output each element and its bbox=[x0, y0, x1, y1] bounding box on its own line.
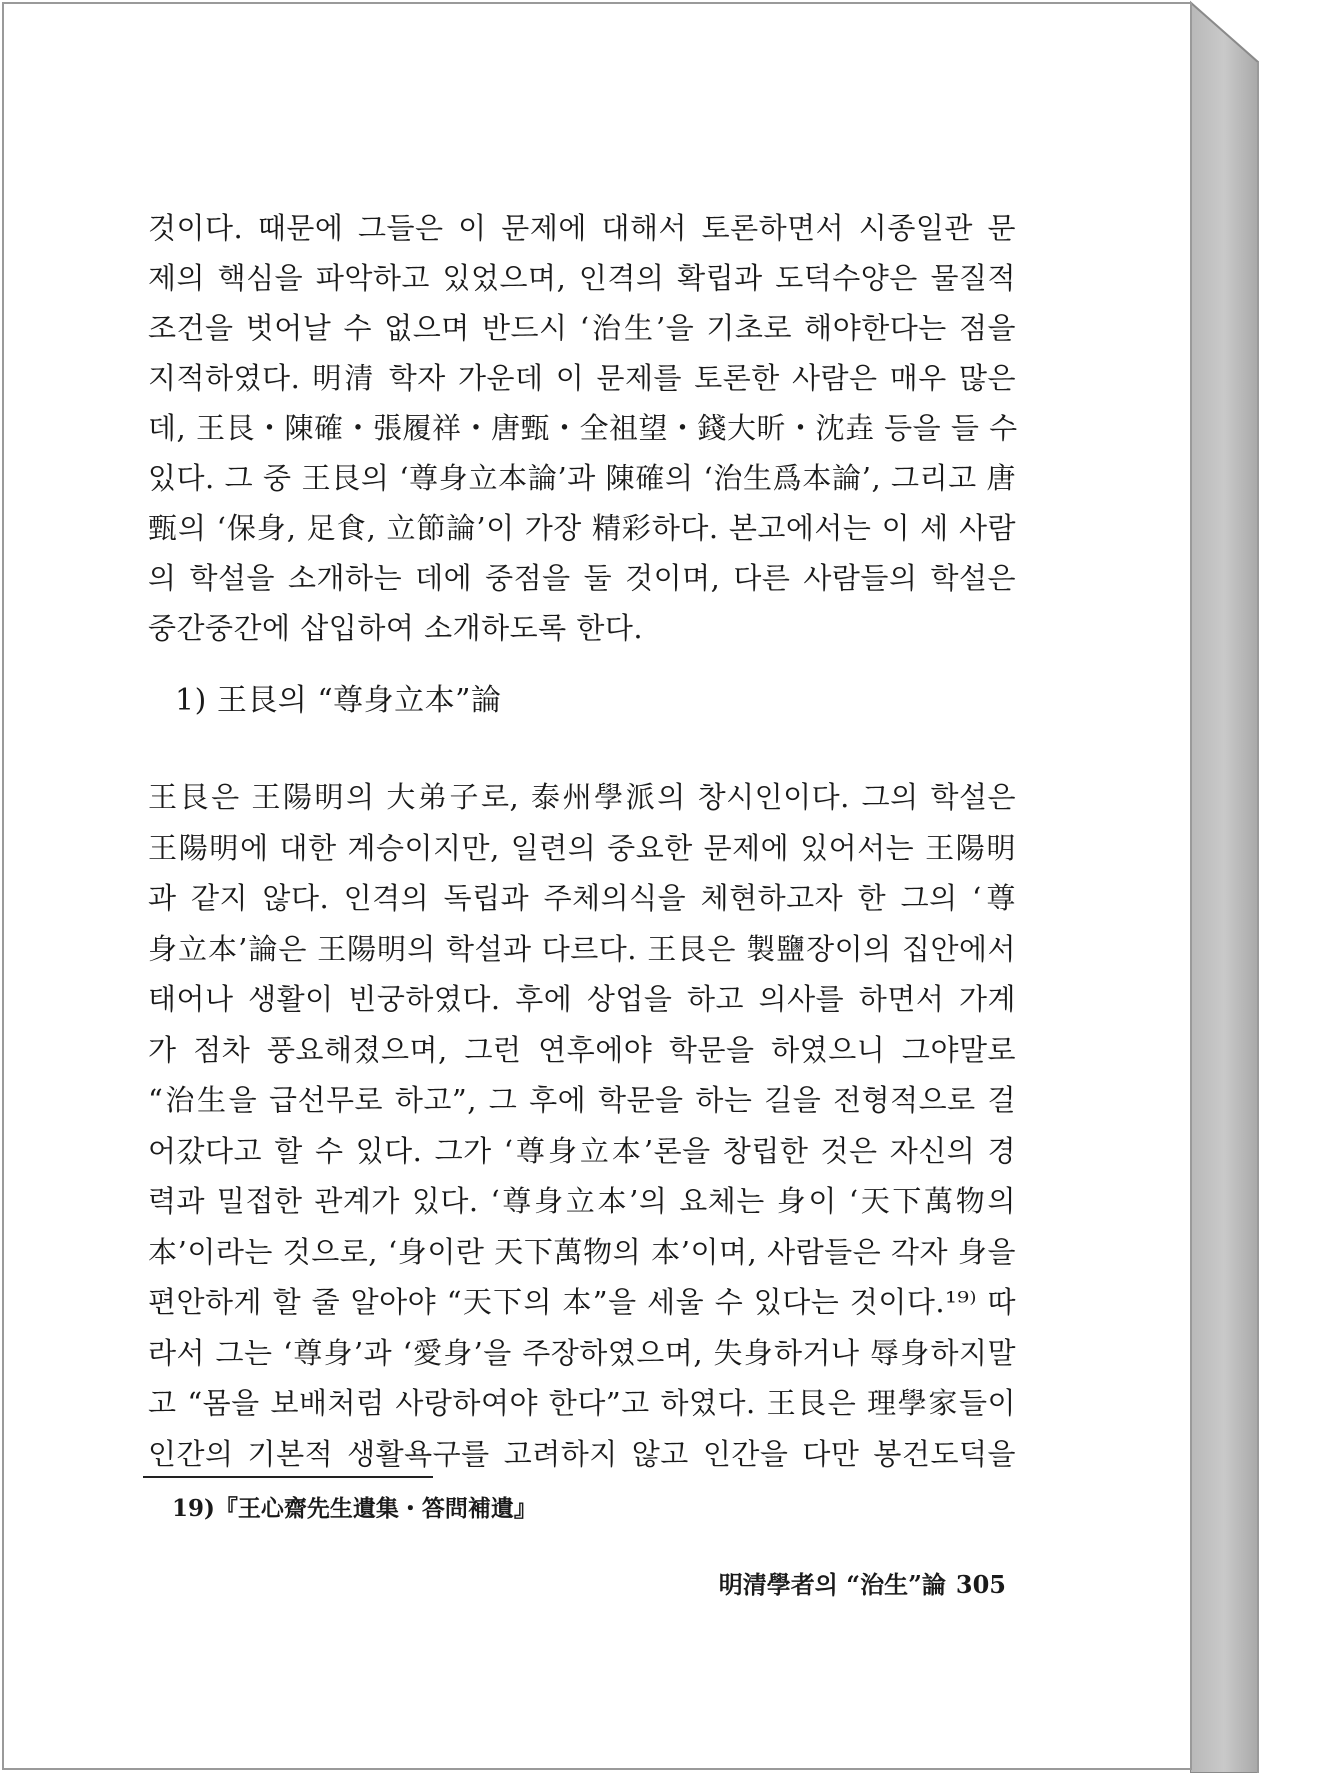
body-paragraph-2 bbox=[148, 772, 1016, 1479]
text-line: 身立本’論은 王陽明의 학설과 다르다. 王艮은 製鹽장이의 집안에서 bbox=[148, 931, 1016, 966]
text-line: 어갔다고 할 수 있다. 그가 ‘尊身立本’론을 창립한 것은 자신의 경 bbox=[148, 1133, 1016, 1168]
text-line: 라서 그는 ‘尊身’과 ‘愛身’을 주장하였으며, 失身하거나 辱身하지말 bbox=[148, 1335, 1016, 1370]
text-line: 가 점차 풍요해졌으며, 그런 연후에야 학문을 하였으니 그야말로 bbox=[148, 1032, 1016, 1067]
text-line: 태어나 생활이 빈궁하였다. 후에 상업을 하고 의사를 하면서 가계 bbox=[148, 982, 1016, 1016]
body-paragraph-1 bbox=[148, 203, 1016, 653]
text-line: 조건을 벗어날 수 없으며 반드시 ‘治生’을 기초로 해야한다는 점을 bbox=[148, 311, 1016, 345]
text-line: 本’이라는 것으로, ‘身이란 天下萬物의 本’이며, 사람들은 각자 身을 bbox=[148, 1234, 1016, 1269]
text-line: 제의 핵심을 파악하고 있었으며, 인격의 확립과 도덕수양은 물질적 bbox=[148, 261, 1016, 295]
text-line: 인간의 기본적 생활욕구를 고려하지 않고 인간을 다만 봉건도덕을 bbox=[148, 1436, 1016, 1471]
text-line: “治生을 급선무로 하고”, 그 후에 학문을 하는 길을 전형적으로 걸 bbox=[148, 1083, 1016, 1117]
text-line: 王陽明에 대한 계승이지만, 일련의 중요한 문제에 있어서는 王陽明 bbox=[148, 830, 1016, 865]
text-line: 것이다. 때문에 그들은 이 문제에 대해서 토론하면서 시종일관 문 bbox=[148, 211, 1016, 245]
text-line: 데, 王艮・陳確・張履祥・唐甄・全祖望・錢大昕・沈垚 등을 들 수 bbox=[148, 411, 1018, 445]
text-line: 과 같지 않다. 인격의 독립과 주체의식을 체현하고자 한 그의 ‘尊 bbox=[148, 881, 1016, 915]
page-number: 305 bbox=[955, 1570, 1006, 1599]
text-line: 중간중간에 삽입하여 소개하도록 한다. bbox=[148, 611, 644, 645]
section-heading: 1) 王艮의 “尊身立本”論 bbox=[175, 683, 502, 718]
text-line: 편안하게 할 줄 알아야 “天下의 本”을 세울 수 있다는 것이다.¹⁹⁾ 따 bbox=[148, 1285, 1016, 1319]
text-line: 력과 밀접한 관계가 있다. ‘尊身立本’의 요체는 身이 ‘天下萬物의 bbox=[148, 1184, 1016, 1218]
text-line: 지적하였다. 明清 학자 가운데 이 문제를 토론한 사람은 매우 많은 bbox=[148, 361, 1016, 395]
text-line: 고 “몸을 보배처럼 사랑하여야 한다”고 하였다. 王艮은 理學家들이 bbox=[148, 1386, 1016, 1420]
book-edge-shading bbox=[1190, 0, 1332, 1773]
running-footer bbox=[700, 1568, 1006, 1602]
text-line: 있다. 그 중 王艮의 ‘尊身立本論’과 陳確의 ‘治生爲本論’, 그리고 唐 bbox=[148, 461, 1016, 495]
text-line: 의 학설을 소개하는 데에 중점을 둘 것이며, 다른 사람들의 학설은 bbox=[148, 561, 1016, 595]
footnote: 19)『王心齋先生遺集・答問補遺』 bbox=[172, 1495, 537, 1522]
footnote-separator bbox=[143, 1476, 433, 1478]
text-line: 甄의 ‘保身, 足食, 立節論’이 가장 精彩하다. 본고에서는 이 세 사람 bbox=[148, 511, 1016, 545]
running-title: 明清學者의 “治生”論 bbox=[718, 1570, 946, 1599]
text-line: 王艮은 王陽明의 大弟子로, 泰州學派의 창시인이다. 그의 학설은 bbox=[148, 780, 1016, 814]
